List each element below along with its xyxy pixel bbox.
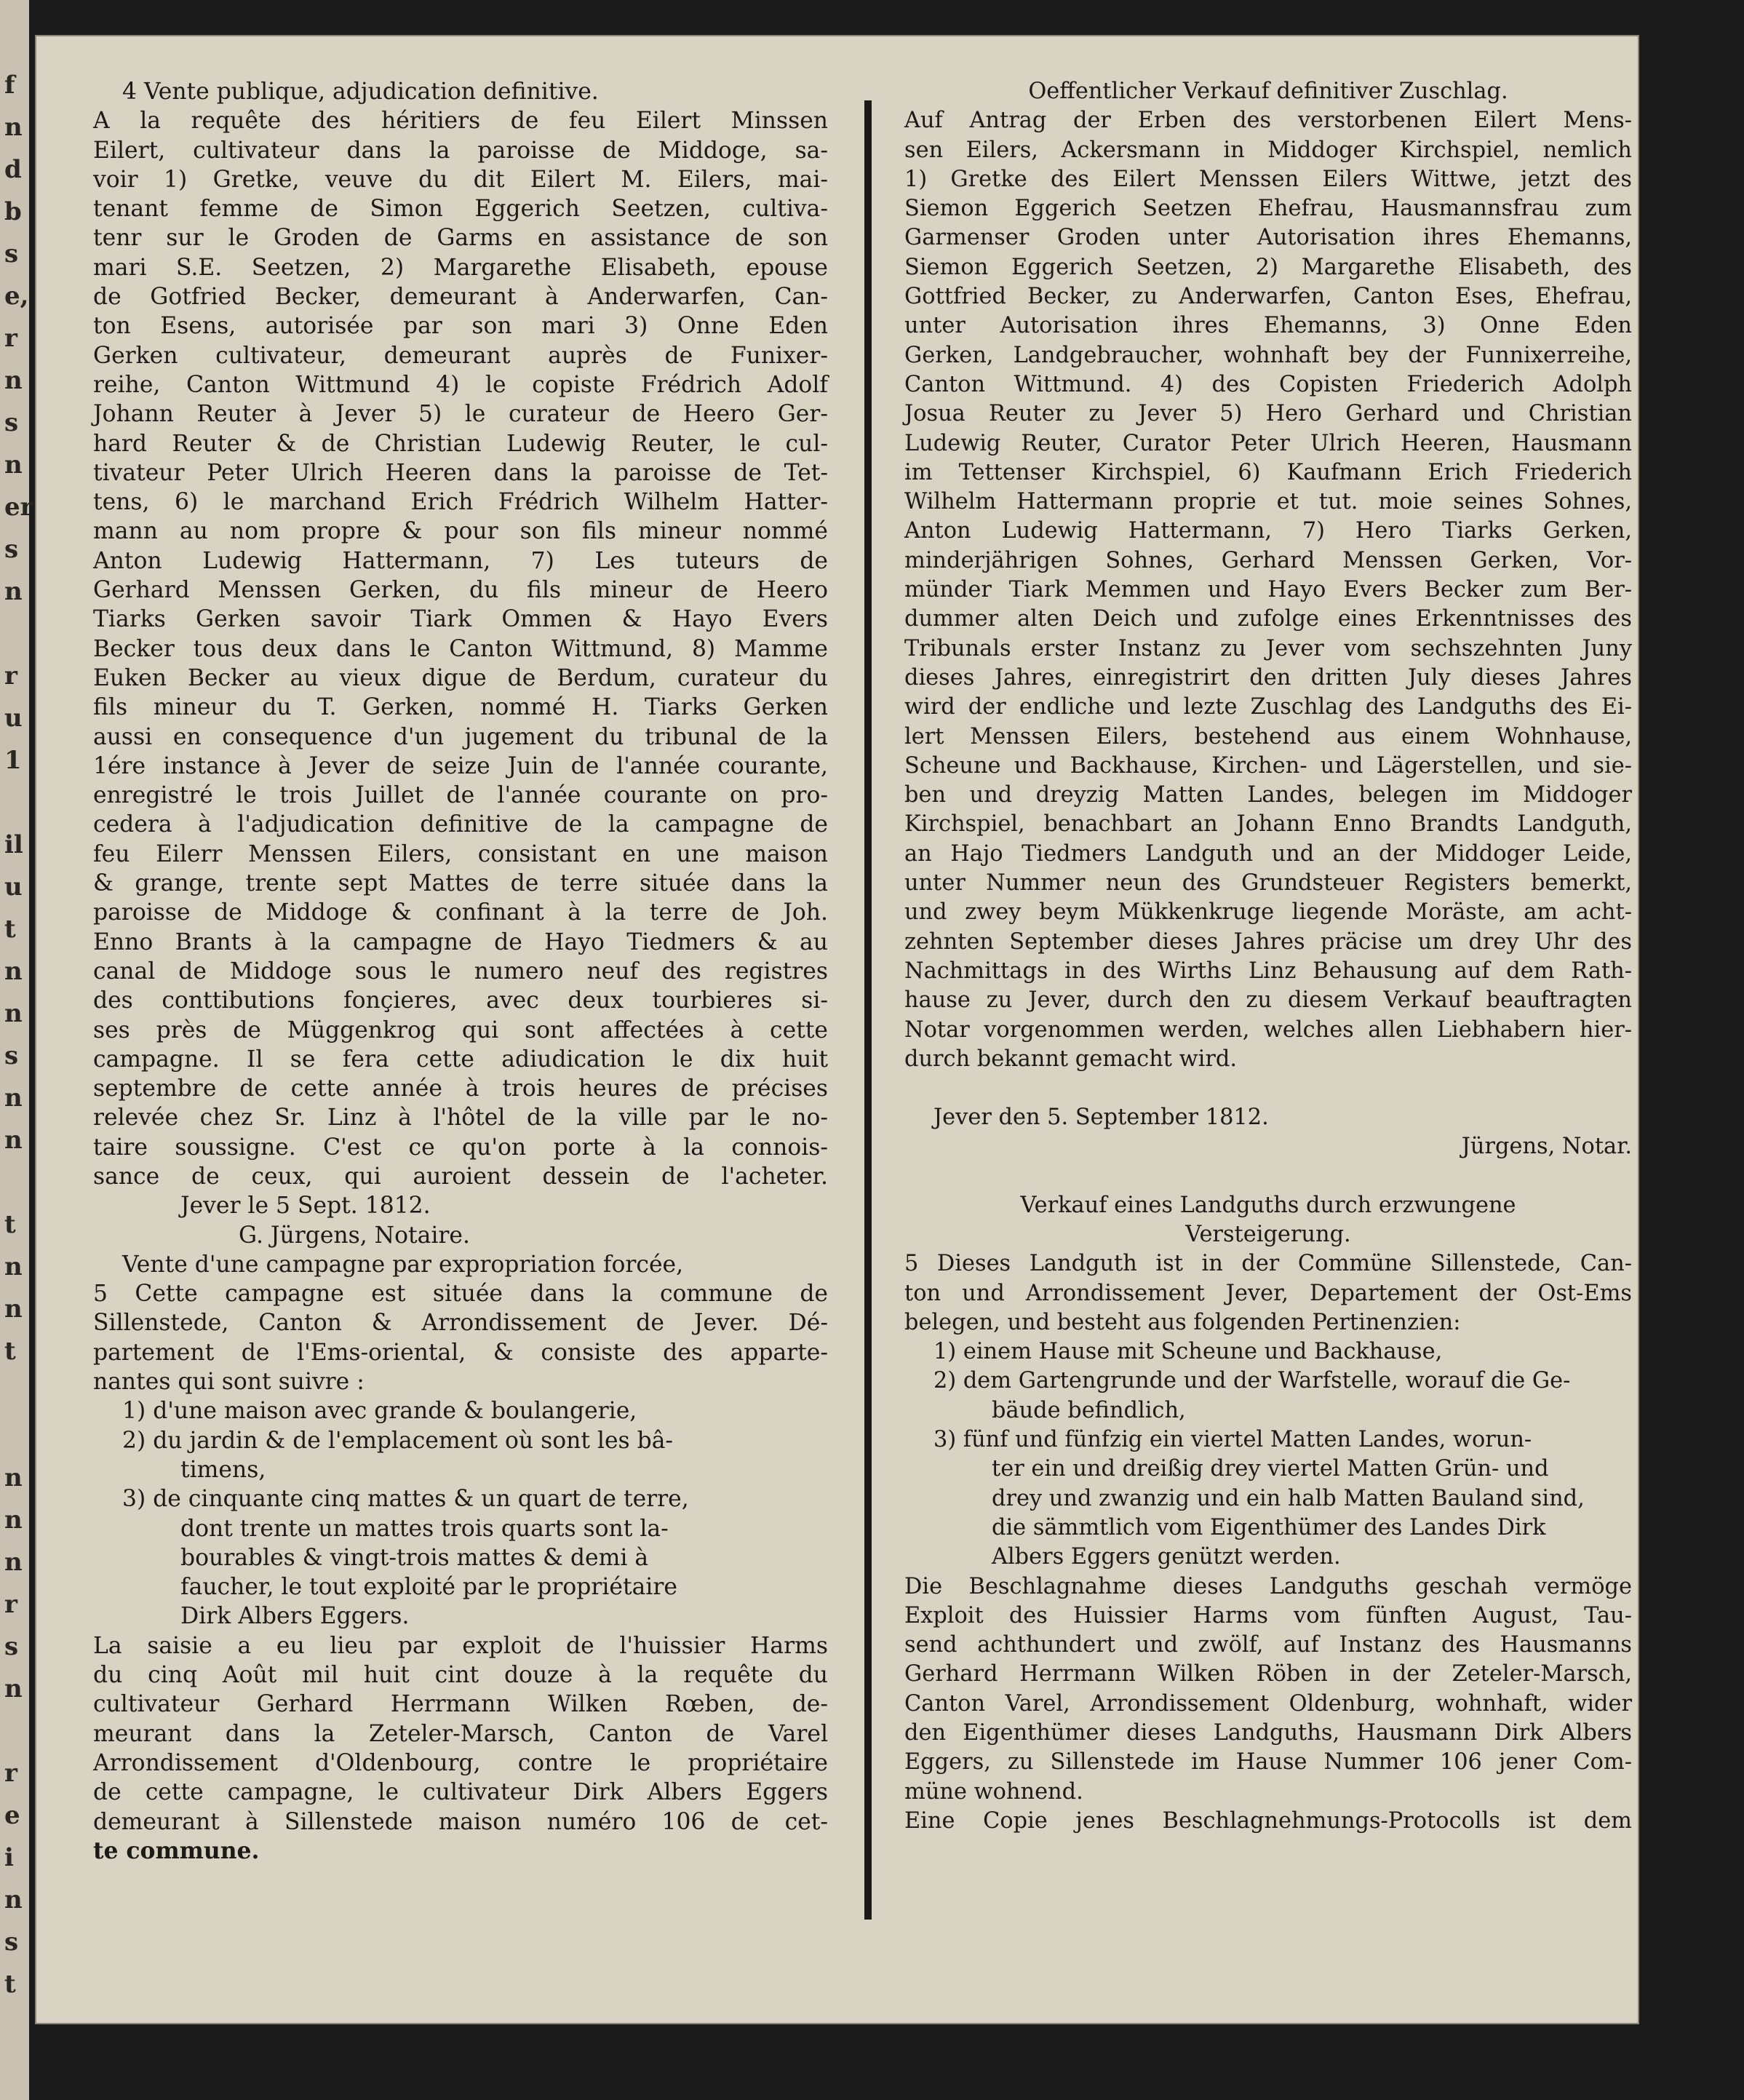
german-text-line <box>904 1074 1632 1103</box>
edge-letter: n <box>4 577 23 606</box>
edge-letter: s <box>4 1041 19 1070</box>
french-text-line: meurant dans la Zeteler-Marsch, Canton de Varel <box>93 1720 828 1747</box>
french-text-line: G. Jürgens, Notaire. <box>239 1222 470 1249</box>
french-text-line: faucher, le tout exploité par le propriétaire <box>180 1574 677 1601</box>
edge-letter: n <box>4 450 23 480</box>
french-text-line: taire soussigne. C'est ce qu'on porte à la connois- <box>93 1134 828 1161</box>
french-text-line: Johann Reuter à Jever 5) le curateur de Heero Ger- <box>93 401 828 428</box>
newspaper-page <box>35 35 1639 2024</box>
edge-letter: t <box>4 915 16 944</box>
german-text-line: Albers Eggers genützt werden. <box>992 1544 1341 1570</box>
french-text-line: 4 Vente publique, adjudication definitive. <box>122 79 599 105</box>
edge-letter: u <box>4 872 23 902</box>
french-text-line: Enno Brants à la campagne de Hayo Tiedmers & au <box>93 928 828 955</box>
french-text-line: Dirk Albers Eggers. <box>180 1603 410 1630</box>
edge-letter: n <box>4 1674 23 1703</box>
french-text-line: ses près de Müggenkrog qui sont affectées à cette <box>93 1017 828 1043</box>
french-text-line: canal de Middoge sous le numero neuf des registres <box>93 958 828 985</box>
french-text-line: bourables & vingt-trois mattes & demi à <box>180 1544 649 1571</box>
german-text-line: Nachmittags in des Wirths Linz Behausung auf dem Rath- <box>904 958 1632 984</box>
german-text-line: und zwey beym Mükkenkruge liegende Moräste, am acht- <box>904 899 1632 926</box>
german-text-line: 2) dem Gartengrunde und der Warfstelle, worauf die Ge- <box>933 1368 1571 1394</box>
french-text-line: des conttibutions fonçieres, avec deux tourbieres si- <box>93 987 828 1014</box>
german-text-line: Canton Varel, Arrondissement Oldenburg, wohnhaft, wider <box>904 1690 1632 1717</box>
french-text-line: tenant femme de Simon Eggerich Seetzen, cultiva- <box>93 196 828 223</box>
edge-letter: il <box>4 830 23 859</box>
german-text-line: ton und Arrondissement Jever, Departement der Ost-Ems <box>904 1280 1632 1306</box>
german-column <box>904 77 1632 1836</box>
french-text-line: hard Reuter & de Christian Ludewig Reuter, le cul- <box>93 430 828 457</box>
german-text-line: Josua Reuter zu Jever 5) Hero Gerhard und Christian <box>904 401 1632 427</box>
german-text-line: Die Beschlagnahme dieses Landguths geschah vermöge <box>904 1573 1632 1599</box>
german-text-line: an Hajo Tiedmers Landguth und an der Middoger Leide, <box>904 840 1632 867</box>
french-text-line: ton Esens, autorisée par son mari 3) Onne Eden <box>93 313 828 340</box>
french-text-line: Sillenstede, Canton & Arrondissement de Jever. Dé- <box>93 1310 828 1337</box>
french-text-line: feu Eilerr Menssen Eilers, consistant en une maison <box>93 840 828 867</box>
german-text-line: im Tettenser Kirchspiel, 6) Kaufmann Erich Friederich <box>904 459 1632 485</box>
german-text-line: Eggers, zu Sillenstede im Hause Nummer 106 jener Com- <box>904 1749 1632 1775</box>
french-text-line: A la requête des héritiers de feu Eilert Minssen <box>93 108 828 135</box>
french-text-line: 1) d'une maison avec grande & boulangerie, <box>122 1398 637 1425</box>
german-text-line: Exploit des Huissier Harms vom fünften August, Tau- <box>904 1602 1632 1628</box>
german-text-line: die sämmtlich vom Eigenthümer des Landes Dirk <box>992 1514 1546 1540</box>
french-text-line: voir 1) Gretke, veuve du dit Eilert M. Eilers, mai- <box>93 166 828 193</box>
french-text-line: Anton Ludewig Hattermann, 7) Les tuteurs de <box>93 547 828 574</box>
french-text-line: La saisie a eu lieu par exploit de l'huissier Harms <box>93 1632 828 1659</box>
german-text-line: belegen, und besteht aus folgenden Pertinenzien: <box>904 1309 1461 1335</box>
french-text-line: de cette campagne, le cultivateur Dirk Albers Eggers <box>93 1779 828 1806</box>
german-text-line: Kirchspiel, benachbart an Johann Enno Brandts Landguth, <box>904 811 1632 838</box>
german-text-line: dummer alten Deich und zufolge eines Erkenntnisses des <box>904 606 1632 632</box>
german-text-line: Wilhelm Hattermann proprie et tut. moie seines Sohnes, <box>904 489 1632 515</box>
french-text-line: aussi en consequence d'un jugement du tribunal de la <box>93 723 828 750</box>
edge-letter: d <box>4 155 22 184</box>
french-text-line: tivateur Peter Ulrich Heeren dans la paroisse de Tet- <box>93 459 828 486</box>
french-text-line: Tiarks Gerken savoir Tiark Ommen & Hayo Evers <box>93 606 828 633</box>
edge-letter: t <box>4 1970 16 1999</box>
german-text-line: Anton Ludewig Hattermann, 7) Hero Tiarks Gerken, <box>904 518 1632 544</box>
german-text-line: Gerhard Herrmann Wilken Röben in der Zeteler-Marsch, <box>904 1661 1632 1687</box>
edge-letter: n <box>4 1126 23 1155</box>
french-text-line: 2) du jardin & de l'emplacement où sont les bâ- <box>122 1427 674 1454</box>
german-text-line: unter Autorisation ihres Ehemanns, 3) Onne Eden <box>904 313 1632 339</box>
german-text-line: dieses Jahres, einregistrirt den dritten July dieses Jahres <box>904 664 1632 691</box>
german-text-line <box>904 1162 1632 1191</box>
german-text-line: wird der endliche und lezte Zuschlag des Landguths des Ei- <box>904 694 1632 720</box>
french-text-line: cultivateur Gerhard Herrmann Wilken Rœben, de- <box>93 1691 828 1718</box>
edge-letter: n <box>4 1506 23 1535</box>
edge-letter: n <box>4 999 23 1028</box>
french-text-line: Euken Becker au vieux digue de Berdum, curateur du <box>93 664 828 691</box>
french-text-line: 1ére instance à Jever de seize Juin de l'année courante, <box>93 752 828 779</box>
french-text-line: mann au nom propre & pour son fils mineur nommé <box>93 518 828 545</box>
german-text-line: minderjährigen Sohnes, Gerhard Menssen Gerken, Vor- <box>904 547 1632 573</box>
edge-letter: f <box>4 71 15 100</box>
french-text-line: tens, 6) le marchand Erich Frédrich Wilhelm Hatter- <box>93 489 828 516</box>
french-text-line: partement de l'Ems-oriental, & consiste des apparte- <box>93 1339 828 1366</box>
german-text-line: Auf Antrag der Erben des verstorbenen Eilert Mens- <box>904 108 1632 134</box>
french-text-line: sance de ceux, qui auroient dessein de l'acheter. <box>93 1163 828 1190</box>
french-text-line: 3) de cinquante cinq mattes & un quart de terre, <box>122 1486 689 1513</box>
french-text-line: reihe, Canton Wittmund 4) le copiste Frédrich Adolf <box>93 371 828 398</box>
german-text-line: Garmenser Groden unter Autorisation ihres Ehemanns, <box>904 225 1632 251</box>
german-text-line: müne wohnend. <box>904 1778 1083 1805</box>
edge-letter: n <box>4 1083 23 1113</box>
german-text-line: Versteigerung. <box>1185 1221 1351 1247</box>
french-text-line: Gerhard Menssen Gerken, du fils mineur de Heero <box>93 577 828 604</box>
french-column <box>93 77 828 1866</box>
french-text-line: tenr sur le Groden de Garms en assistance de son <box>93 225 828 252</box>
edge-letter: n <box>4 1252 23 1281</box>
column-divider <box>864 100 872 1920</box>
german-text-line: Oeffentlicher Verkauf definitiver Zuschlag. <box>1028 79 1508 104</box>
french-text-line: te commune. <box>93 1837 260 1864</box>
edge-letter: er <box>4 493 33 522</box>
edge-letter: e <box>4 1801 20 1830</box>
adjacent-page-edge <box>0 0 33 2100</box>
french-text-line: cedera à l'adjudication definitive de la campagne de <box>93 811 828 838</box>
german-text-line: Jever den 5. September 1812. <box>933 1105 1269 1131</box>
french-text-line: & grange, trente sept Mattes de terre située dans la <box>93 870 828 897</box>
german-text-line: ben und dreyzig Matten Landes, belegen im Middoger <box>904 782 1632 808</box>
german-text-line: unter Nummer neun des Grundsteuer Registers bemerkt, <box>904 870 1632 896</box>
german-text-line: Ludewig Reuter, Curator Peter Ulrich Heeren, Hausmann <box>904 430 1632 456</box>
german-text-line: hause zu Jever, durch den zu diesem Verkauf beauftragten <box>904 987 1632 1014</box>
edge-letter: n <box>4 1548 23 1577</box>
edge-letter: n <box>4 113 23 142</box>
german-text-line: Scheune und Backhause, Kirchen- und Lägerstellen, und sie- <box>904 752 1632 779</box>
french-text-line: septembre de cette année à trois heures de précises <box>93 1075 828 1102</box>
german-text-line: Siemon Eggerich Seetzen, 2) Margarethe Elisabeth, des <box>904 254 1632 280</box>
german-text-line: drey und zwanzig und ein halb Matten Bauland sind, <box>992 1485 1585 1511</box>
edge-letter: s <box>4 408 19 437</box>
german-text-line: münder Tiark Memmen und Hayo Evers Becker zum Ber- <box>904 577 1632 603</box>
german-text-line: den Eigenthümer dieses Landguths, Hausmann Dirk Albers <box>904 1720 1632 1746</box>
german-text-line: Verkauf eines Landguths durch erzwungene <box>1020 1192 1516 1218</box>
edge-letter: n <box>4 366 23 395</box>
german-text-line: Canton Wittmund. 4) des Copisten Friederich Adolph <box>904 371 1632 397</box>
edge-letter: r <box>4 324 17 353</box>
french-text-line: Gerken cultivateur, demeurant auprès de Funixer- <box>93 342 828 369</box>
german-text-line: sen Eilers, Ackersmann in Middoger Kirchspiel, nemlich <box>904 137 1632 163</box>
french-text-line: fils mineur du T. Gerken, nommé H. Tiarks Gerken <box>93 694 828 721</box>
french-text-line: Vente d'une campagne par expropriation forcée, <box>122 1251 684 1278</box>
edge-letter: r <box>4 1590 17 1619</box>
german-text-line: send achthundert und zwölf, auf Instanz des Hausmanns <box>904 1632 1632 1658</box>
french-text-line: enregistré le trois Juillet de l'année courante on pro- <box>93 782 828 809</box>
edge-letter: n <box>4 1463 23 1492</box>
german-text-line: Siemon Eggerich Seetzen Ehefrau, Hausmannsfrau zum <box>904 196 1632 222</box>
french-text-line: campagne. Il se fera cette adiudication le dix huit <box>93 1046 828 1073</box>
edge-letter: n <box>4 957 23 986</box>
edge-letter: e, <box>4 282 29 311</box>
edge-letter: b <box>4 197 22 226</box>
german-text-line: Tribunals erster Instanz zu Jever vom sechszehnten Juny <box>904 635 1632 661</box>
german-text-line: ter ein und dreißig drey viertel Matten Grün- und <box>992 1456 1549 1482</box>
french-text-line: mari S.E. Seetzen, 2) Margarethe Elisabeth, epouse <box>93 254 828 281</box>
german-text-line: Jürgens, Notar. <box>1461 1134 1632 1160</box>
french-text-line: demeurant à Sillenstede maison numéro 106 de cet- <box>93 1808 828 1835</box>
edge-letter: n <box>4 1885 23 1914</box>
german-text-line: 5 Dieses Landguth ist in der Commüne Sillenstede, Can- <box>904 1251 1632 1277</box>
edge-letter: 1 <box>4 746 22 775</box>
edge-letter: s <box>4 239 19 269</box>
german-text-line: durch bekannt gemacht wird. <box>904 1046 1238 1072</box>
german-text-line: 1) einem Hause mit Scheune und Backhause, <box>933 1339 1443 1365</box>
french-text-line: nantes qui sont suivre : <box>93 1369 365 1396</box>
edge-letter: t <box>4 1210 16 1239</box>
edge-letter: n <box>4 1294 23 1324</box>
edge-letter: s <box>4 535 19 564</box>
french-text-line: de Gotfried Becker, demeurant à Anderwarfen, Can- <box>93 284 828 311</box>
french-text-line: 5 Cette campagne est située dans la commune de <box>93 1281 828 1308</box>
french-text-line: Jever le 5 Sept. 1812. <box>180 1193 431 1220</box>
edge-letter: s <box>4 1928 19 1957</box>
edge-letter: r <box>4 661 17 691</box>
french-text-line: Arrondissement d'Oldenbourg, contre le propriétaire <box>93 1749 828 1776</box>
german-text-line: 3) fünf und fünfzig ein viertel Matten Landes, worun- <box>933 1427 1532 1453</box>
french-text-line: relevée chez Sr. Linz à l'hôtel de la ville par le no- <box>93 1105 828 1131</box>
edge-letter: u <box>4 704 23 733</box>
german-text-line: lert Menssen Eilers, bestehend aus einem Wohnhause, <box>904 723 1632 749</box>
edge-letter: i <box>4 1843 14 1872</box>
french-text-line: dont trente un mattes trois quarts sont la- <box>180 1515 669 1542</box>
german-text-line: Gerken, Landgebraucher, wohnhaft bey der Funnixerreihe, <box>904 342 1632 368</box>
german-text-line: Eine Copie jenes Beschlagnehmungs-Protocolls ist dem <box>904 1807 1632 1834</box>
german-text-line: Notar vorgenommen werden, welches allen Liebhabern hier- <box>904 1017 1632 1043</box>
edge-letter: s <box>4 1632 19 1661</box>
french-text-line: paroisse de Middoge & confinant à la terre de Joh. <box>93 899 828 926</box>
german-text-line: zehnten September dieses Jahres präcise um drey Uhr des <box>904 928 1632 955</box>
german-text-line: bäude befindlich, <box>992 1397 1186 1423</box>
german-text-line: 1) Gretke des Eilert Menssen Eilers Wittwe, jetzt des <box>904 166 1632 192</box>
edge-letter: r <box>4 1759 17 1788</box>
french-text-line: Becker tous deux dans le Canton Wittmund, 8) Mamme <box>93 635 828 662</box>
german-text-line: Gottfried Becker, zu Anderwarfen, Canton Eses, Ehefrau, <box>904 284 1632 310</box>
french-text-line: Eilert, cultivateur dans la paroisse de Middoge, sa- <box>93 137 828 164</box>
edge-letter: t <box>4 1337 16 1366</box>
french-text-line: du cinq Août mil huit cint douze à la requête du <box>93 1662 828 1689</box>
french-text-line: timens, <box>180 1456 266 1483</box>
